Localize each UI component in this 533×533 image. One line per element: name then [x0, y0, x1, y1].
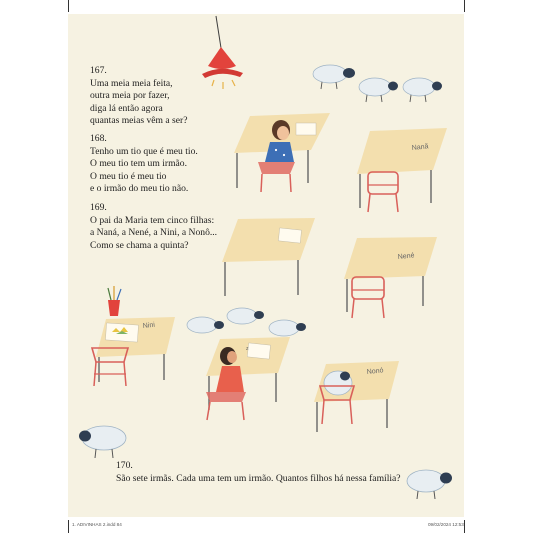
riddle-line: diga lá então agora [90, 102, 163, 114]
riddle-line: São sete irmãs. Cada uma tem um irmão. Quantos filhos há nessa família? [116, 472, 401, 484]
riddle-line: O meu tio tem um irmão. [90, 158, 187, 170]
riddle-170 [116, 460, 401, 485]
footer-slug-right: 09/02/2024 12:53 [428, 522, 464, 527]
desk [206, 337, 290, 420]
riddle-number: 170. [116, 460, 133, 471]
riddle-line: Uma meia meia feita, [90, 77, 173, 89]
riddle-line: quantas meias vêm a ser? [90, 115, 188, 127]
desk [344, 237, 437, 318]
riddle-line: Como se chama a quinta? [90, 239, 189, 251]
riddle-line: a Naná, a Nené, a Nini, a Nonô... [90, 227, 218, 239]
riddle-168 [90, 133, 198, 196]
svg-text:z: z [246, 346, 249, 352]
sheep-icon [407, 470, 452, 499]
riddle-number: 168. [90, 133, 107, 144]
riddle-line: O pai da Maria tem cinco filhas: [90, 214, 215, 226]
desk-name-label: Nené [397, 252, 415, 261]
riddle-167 [90, 65, 188, 128]
desk [357, 128, 447, 212]
desk [314, 361, 399, 432]
sheep-icon [403, 78, 442, 102]
desk [222, 218, 315, 296]
desk [234, 113, 330, 192]
ceiling-lamp-icon [202, 16, 243, 89]
riddle-line: outra meia por fazer, [90, 90, 170, 102]
riddle-line: O meu tio é meu tio [90, 170, 167, 182]
riddle-number: 167. [90, 65, 107, 76]
sheep-icon [359, 78, 398, 102]
sheep-icon [227, 308, 264, 324]
footer-slug-left: 1. ADIVINHAS 2.indd 84 [72, 522, 122, 527]
riddle-number: 169. [90, 202, 107, 213]
sheep-icon [313, 65, 355, 89]
desk-name-label: Nini [142, 321, 156, 330]
riddle-line: e o irmão do meu tio não. [90, 183, 189, 195]
desk-name-label: Nanã [411, 143, 429, 152]
riddle-line: Tenho um tio que é meu tio. [90, 145, 198, 157]
sheep-icon [269, 320, 306, 336]
riddle-169 [90, 202, 217, 252]
sheep-icon [79, 426, 126, 458]
sheep-icon [187, 317, 224, 333]
desk-name-label: Nonó [366, 367, 384, 376]
desk [92, 286, 175, 386]
